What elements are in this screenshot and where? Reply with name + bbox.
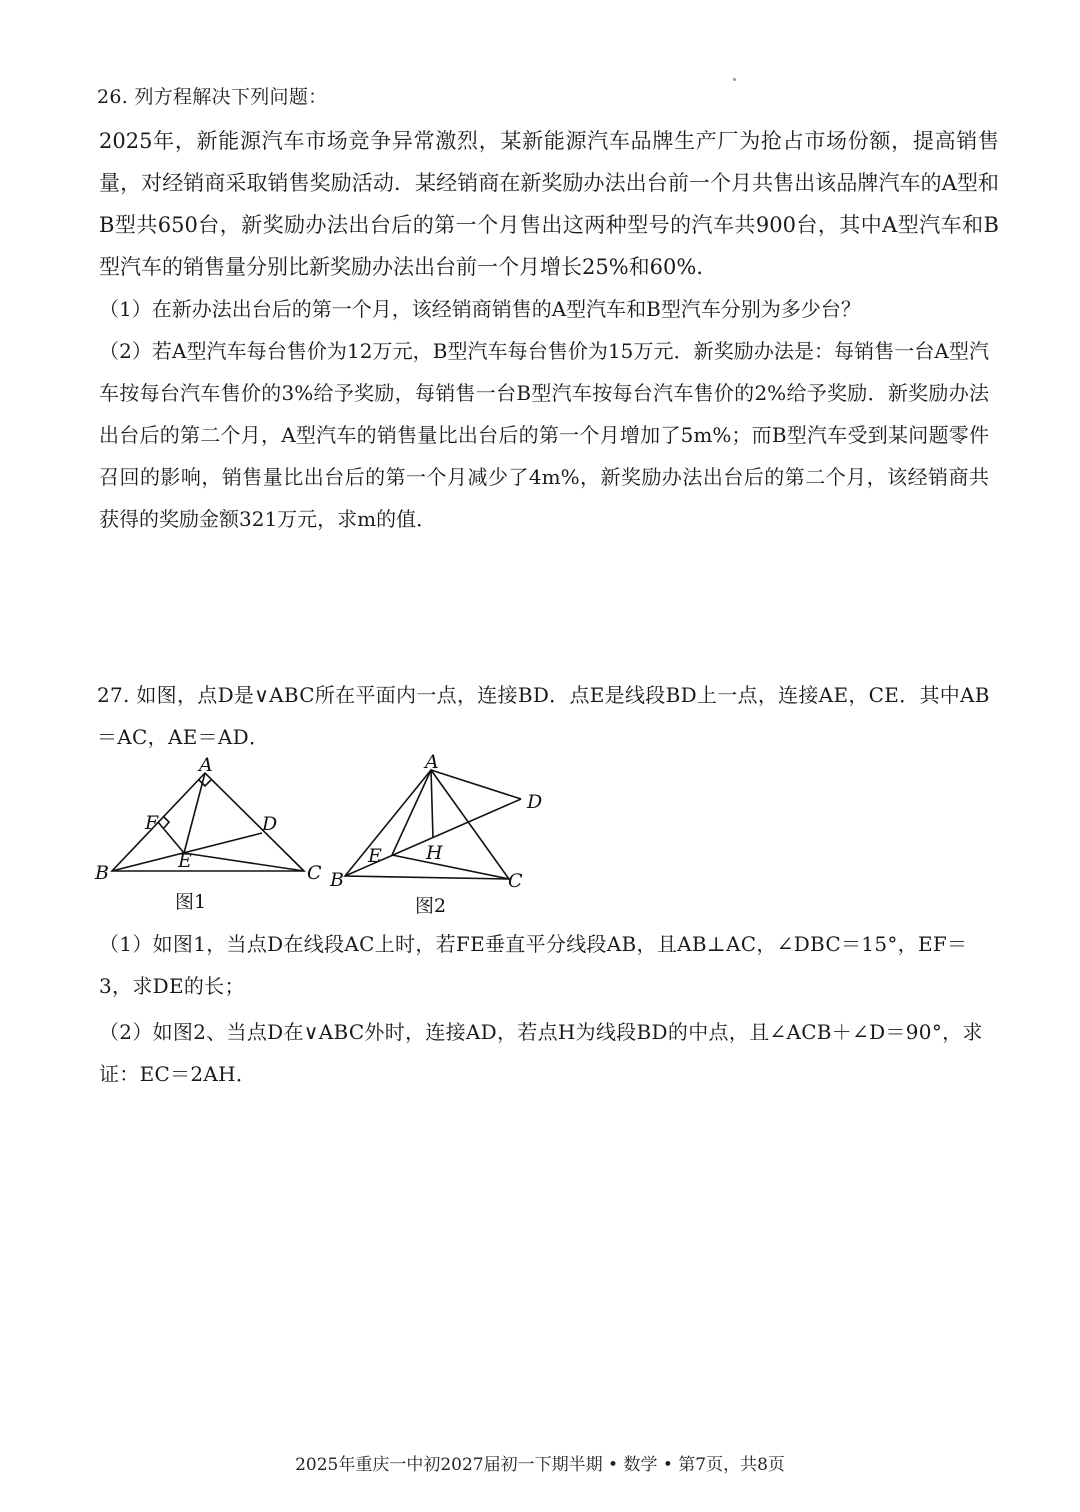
- fig1-label-b: B: [95, 862, 109, 884]
- fig1-label-e: E: [178, 850, 192, 872]
- figure-2-caption: 图2: [415, 895, 447, 917]
- fig2-label-a: A: [425, 752, 439, 773]
- question-27-part-2: （2）如图2、当点D在∨ABC外时，连接AD，若点H为线段BD的中点，且∠ACB＋∠D＝90°，求证：EC＝2AH．: [99, 1020, 983, 1086]
- fig1-label-d: D: [262, 813, 278, 835]
- question-26-intro: 2025年，新能源汽车市场竞争异常激烈，某新能源汽车品牌生产厂为抢占市场份额，提高销售量，对经销商采取销售奖励活动．某经销商在新奖励办法出台前一个月共售出该品牌汽车的A型和B型共650台，新奖励办法出台后的第一个月售出这两种型号的汽车共900台，其中A型汽车和B型汽车的销售量分别比新奖励办法出台前一个月增长25%和60%．: [99, 129, 999, 279]
- figure-2-diagram: [325, 752, 565, 924]
- segment-ad: [431, 770, 521, 799]
- figure-1-caption: 图1: [175, 891, 207, 913]
- fig1-label-a: A: [199, 755, 213, 776]
- scan-speck: [733, 78, 736, 81]
- fig2-label-d: D: [527, 791, 543, 813]
- page-footer: 2025年重庆一中初2027届初一下期半期 • 数学 • 第7页，共8页: [295, 1455, 785, 1475]
- fig1-label-f: F: [145, 812, 159, 834]
- question-26-part-2: （2）若A型汽车每台售价为12万元，B型汽车每台售价为15万元．新奖励办法是：每销售一台A型汽车按每台汽车售价的3%给予奖励，每销售一台B型汽车按每台汽车售价的2%给予奖励．新奖励办法出台后的第二个月，A型汽车的销售量比出台后的第一个月增加了5m%；而B型汽车受到某问题零件召回的影响，销售量比出台后的第一个月减少了4m%，新奖励办法出台后的第二个月，该经销商共获得的奖励金额321万元，求m的值．: [99, 339, 989, 531]
- question-27-stem: 27. 如图，点D是∨ABC所在平面内一点，连接BD．点E是线段BD上一点，连接AE，CE．其中AB＝AC，AE＝AD．: [97, 683, 990, 749]
- right-angle-mark-f: [163, 816, 169, 828]
- segment-ce: [184, 853, 304, 871]
- question-27-part-1: （1）如图1，当点D在线段AC上时，若FE垂直平分线段AB，且AB⊥AC，∠DBC＝15°，EF＝3，求DE的长；: [99, 932, 968, 998]
- right-angle-mark-a: [199, 780, 211, 786]
- fig2-label-h: H: [426, 842, 443, 864]
- question-26-part-1: （1）在新办法出台后的第一个月，该经销商销售的A型汽车和B型汽车分别为多少台？: [99, 297, 861, 321]
- fig2-label-c: C: [508, 870, 523, 892]
- fig2-label-b: B: [330, 869, 344, 891]
- segment-fe: [158, 822, 184, 853]
- figure-1-diagram: [90, 755, 330, 920]
- segment-ce: [392, 855, 509, 879]
- question-26-heading: 26. 列方程解决下列问题：: [97, 86, 328, 108]
- segment-ah: [431, 770, 433, 838]
- fig1-label-c: C: [307, 862, 322, 884]
- fig2-label-e: E: [368, 845, 382, 867]
